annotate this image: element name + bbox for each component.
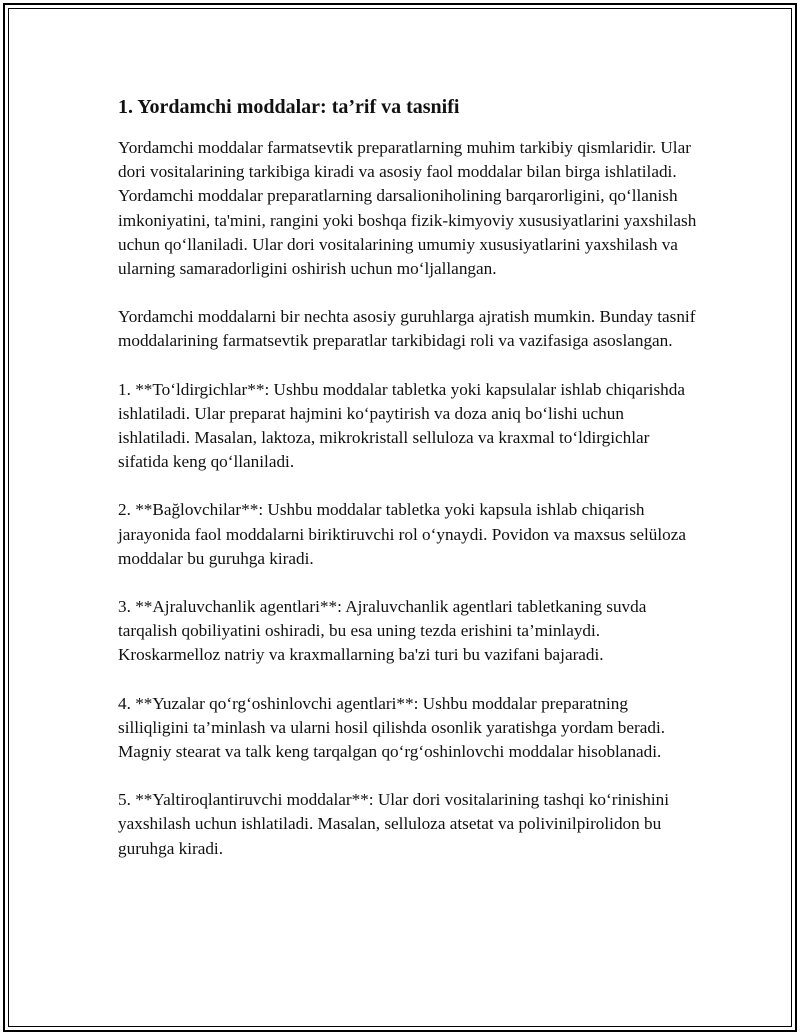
document-body	[118, 94, 698, 885]
paragraph-disintegrants: 3. **Ajraluvchanlik agentlari**: Ajraluvchanlik agentlari tabletkaning suvda tarqalish qobiliyatini oshiradi, bu esa uning tezda erishini ta’minlaydi. Kroskarmelloz natriy va kraxmallarning ba'zi turi bu vazifani bajaradi.	[118, 597, 647, 665]
paragraph-coating-agents: 5. **Yaltiroqlantiruvchi moddalar**: Ular dori vositalarining tashqi ko‘rinishini yaxshilash uchun ishlatiladi. Masalan, selluloza atsetat va polivinilpirolidon bu guruhga kiradi.	[118, 790, 670, 858]
paragraph-fillers: 1. **To‘ldirgichlar**: Ushbu moddalar tabletka yoki kapsulalar ishlab chiqarishda ishlatiladi. Ular preparat hajmini ko‘paytirish va doza aniq bo‘lishi uchun ishlatiladi. Masalan, laktoza, mikrokristall selluloza va kraxmal to‘ldirgichlar sifatida keng qo‘llaniladi.	[118, 379, 685, 472]
paragraph-classification: Yordamchi moddalarni bir nechta asosiy guruhlarga ajratish mumkin. Bunday tasnif moddalarining farmatsevtik preparatlar tarkibidagi roli va vazifasiga asoslangan.	[118, 307, 696, 351]
paragraph-lubricants: 4. **Yuzalar qo‘rg‘oshinlovchi agentlari**: Ushbu moddalar preparatning silliqligini ta’minlash va ularni hosil qilishda osonlik yaratishga yordam beradi. Magniy stearat va talk keng tarqalgan qo‘rg‘oshinlovchi moddalar hisoblanadi.	[118, 693, 666, 762]
paragraph-intro: Yordamchi moddalar farmatsevtik preparatlarning muhim tarkibiy qismlaridir. Ular dori vositalarining tarkibiga kiradi va asosiy faol moddalar bilan birga ishlatiladi. Yordamchi moddalar preparatlarning darsalioniholining barqarorligini, qo‘llanish imkoniyatini, ta'mini, rangini yoki boshqa fizik-kimyoviy xususiyatlarini yaxshilash uchun qo‘llaniladi. Ular dori vositalarining umumiy xususiyatlarini yaxshilash va ularning samaradorligini oshirish uchun mo‘ljallangan.	[118, 138, 697, 279]
paragraph-binders: 2. **Bağlovchilar**: Ushbu moddalar tabletka yoki kapsula ishlab chiqarish jarayonida faol moddalarni biriktiruvchi rol o‘ynaydi. Povidon va maxsus selüloza moddalar bu guruhga kiradi.	[118, 500, 687, 568]
section-heading: 1. Yordamchi moddalar: ta’rif va tasnifi	[118, 96, 460, 118]
